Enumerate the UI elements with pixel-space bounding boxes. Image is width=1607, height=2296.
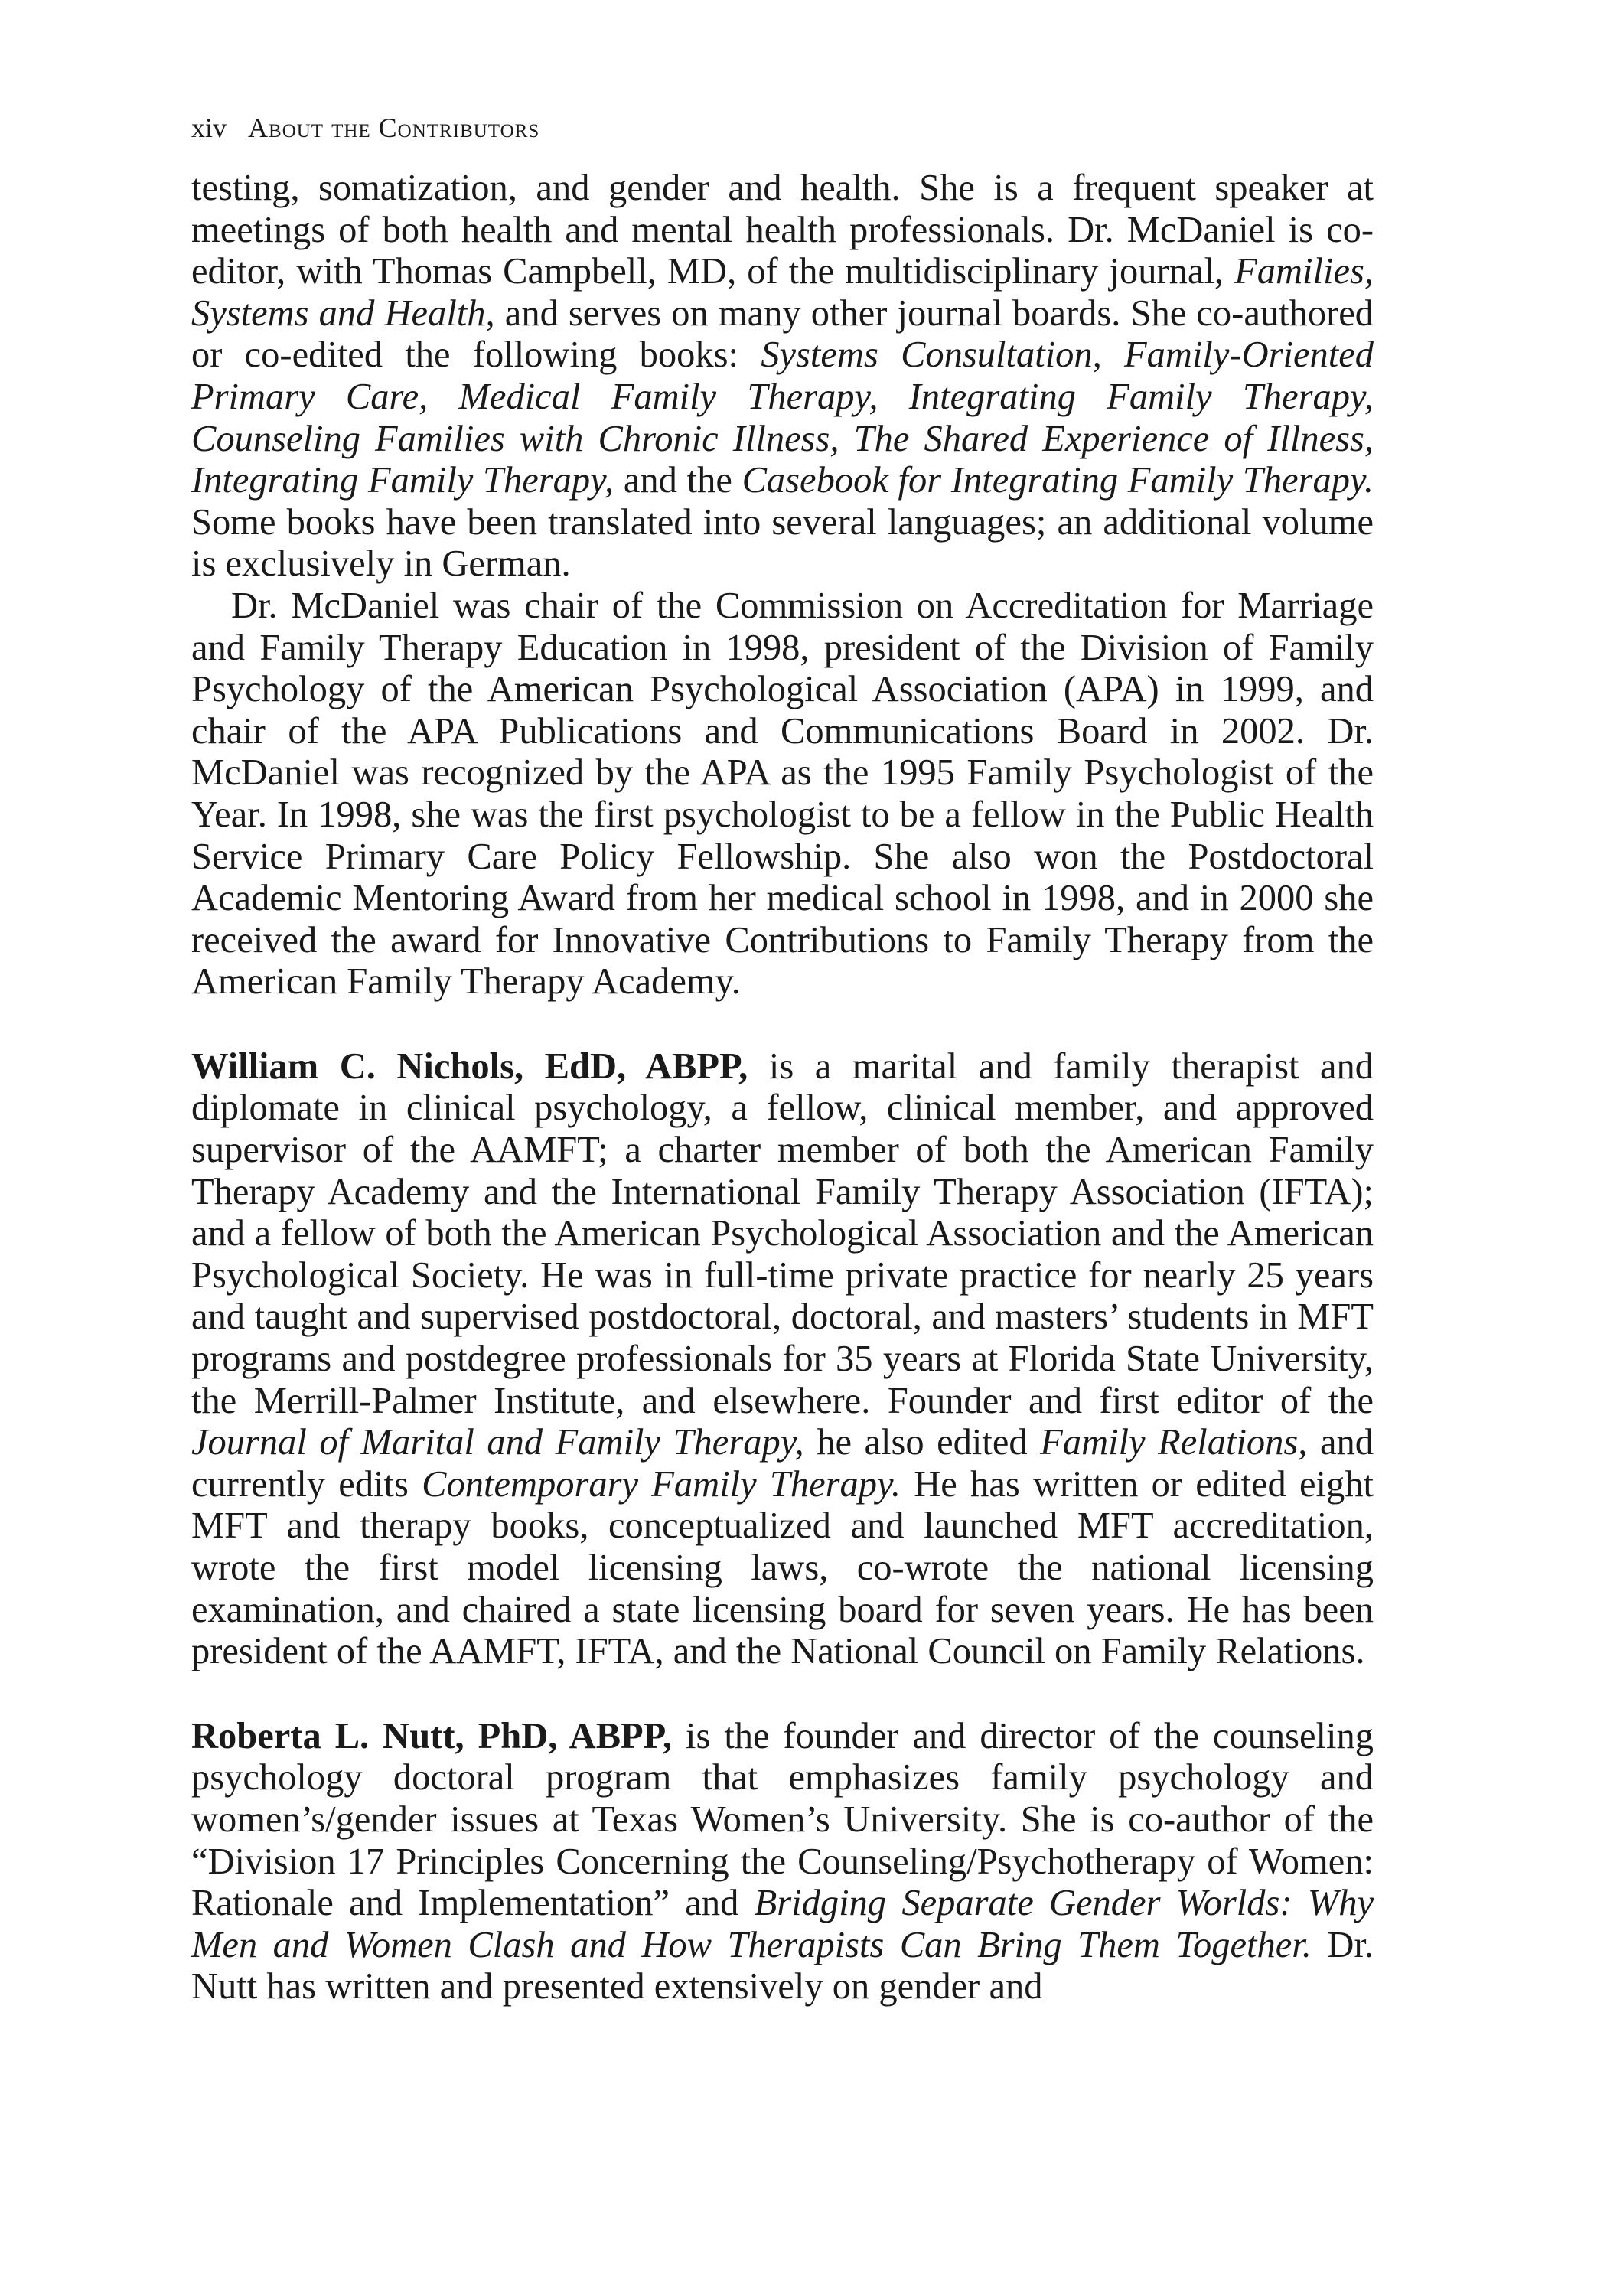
text-run: Some books have been translated into several languages; an additional volume is exclusively in German.: [191, 501, 1374, 585]
text-run: and currently edits: [191, 1422, 1374, 1505]
paragraph-nutt-bio: [191, 1716, 1374, 2008]
contributor-name: Roberta L. Nutt, PhD, ABPP,: [191, 1715, 672, 1756]
text-run: is a marital and family therapist and diplomate in clinical psychology, a fellow, clinical member, and approved supervisor of the AAMFT; a charter member of both the American Family Therapy Academy and the International Family Therapy Association (IFTA); and a fellow of both the American Psychological Association and the American Psychological Society. He was in full-time private practice for nearly 25 years and taught and supervised postdoctoral, doctoral, and masters’ students in MFT programs and postdegree professionals for 35 years at Florida State University, the Merrill-Palmer Institute, and elsewhere. Founder and first editor of the: [191, 1045, 1374, 1421]
running-head-title: About the Contributors: [248, 113, 540, 143]
text-run: and serves on many other journal boards. She co-authored or co-edited the following books:: [191, 292, 1374, 376]
text-run: is the founder and director of the counseling psychology doctoral program that emphasizes family psychology and women’s/gender issues at Texas Women’s University. She is co-author of the “Division 17 Principles Concerning the Counseling/Psychotherapy of Women: Rationale and Implementation” and: [191, 1715, 1374, 1924]
publication-title: Journal of Marital and Family Therapy,: [191, 1422, 804, 1463]
text-run: Dr. Nutt has written and presented extensively on gender and: [191, 1924, 1374, 2007]
publication-title: Families, Systems and Health,: [191, 251, 1374, 334]
text-run: testing, somatization, and gender and health. She is a frequent speaker at meetings of both health and mental health professionals. Dr. McDaniel is co-editor, with Thomas Campbell, MD, of the multidisciplinary journal,: [191, 168, 1374, 292]
text-run: He has written or edited eight MFT and therapy books, conceptualized and launched MFT accreditation, wrote the first model licensing laws, co-wrote the national licensing examination, and chaired a state licensing board for seven years. He has been president of the AAMFT, IFTA, and the National Council on Family Relations.: [191, 1463, 1374, 1672]
book-page: [191, 111, 1374, 2008]
running-head: [191, 111, 1374, 145]
publication-title: Bridging Separate Gender Worlds: Why Men and Women Clash and How Therapists Can Bring Them Together.: [191, 1883, 1374, 1965]
contributor-name: William C. Nichols, EdD, ABPP,: [191, 1045, 748, 1087]
paragraph-mcdaniel-cont-2: [191, 585, 1374, 1003]
text-run: he also edited: [804, 1422, 1041, 1463]
page-number: xiv: [191, 113, 227, 143]
publication-title: Casebook for Integrating Family Therapy.: [742, 460, 1374, 501]
paragraph-mcdaniel-cont-1: [191, 168, 1374, 585]
publication-title: Systems Consultation, Family-Oriented Primary Care, Medical Family Therapy, Integrating Family Therapy, Counseling Families with Chronic Illness, The Shared Experience of Illness, Integrating Family Therapy,: [191, 334, 1374, 501]
paragraph-nichols-bio: [191, 1046, 1374, 1673]
body-text: [191, 168, 1374, 2008]
publication-title: Family Relations,: [1040, 1422, 1308, 1463]
text-run: and the: [614, 460, 742, 501]
text-run: Dr. McDaniel was chair of the Commission on Accreditation for Marriage and Family Therapy Education in 1998, president of the Division of Family Psychology of the American Psychological Association (APA) in 1999, and chair of the APA Publications and Communications Board in 2002. Dr. McDaniel was recognized by the APA as the 1995 Family Psychologist of the Year. In 1998, she was the first psychologist to be a fellow in the Public Health Service Primary Care Policy Fellowship. She also won the Postdoctoral Academic Mentoring Award from her medical school in 1998, and in 2000 she received the award for Innovative Contributions to Family Therapy from the American Family Therapy Academy.: [191, 585, 1374, 1003]
publication-title: Contemporary Family Therapy.: [422, 1463, 901, 1505]
